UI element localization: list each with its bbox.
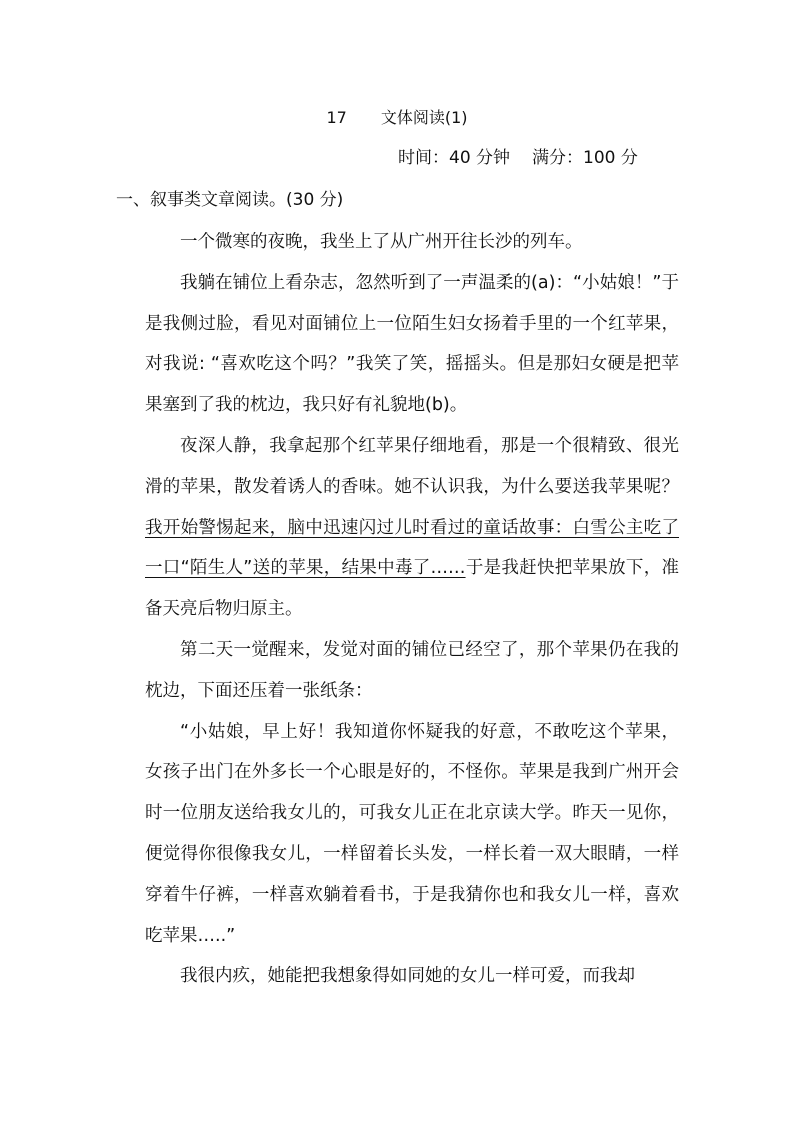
paragraph-3-start: 夜深人静，我拿起那个红苹果仔细地看，那是一个很精致、很光滑的苹果，散发着诱人的香味。她不认识我，为什么要送我苹果呢？ — [145, 435, 679, 497]
lesson-title: 文体阅读(1) — [380, 108, 468, 127]
score-info: 满分：100 分 — [532, 148, 638, 168]
article-body — [145, 222, 679, 997]
paragraph-3-end: 于是我赶快把苹果放下，准备天亮后物归原主。 — [145, 558, 680, 620]
lesson-number: 17 — [326, 108, 347, 127]
page-title — [0, 106, 794, 130]
section-heading: 一、叙事类文章阅读。(30 分) — [116, 190, 344, 210]
underlined-sentence: 我开始警惕起来，脑中迅速闪过儿时看过的童话故事：白雪公主吃了一口“陌生人”送的苹果，结果中毒了…… — [145, 517, 679, 579]
paragraph-1: 一个微寒的夜晚，我坐上了从广州开往长沙的列车。 — [180, 232, 583, 252]
paragraph-6: 我很内疚，她能把我想象得如同她的女儿一样可爱，而我却 — [180, 966, 635, 987]
paragraph-3 — [145, 426, 679, 630]
paragraph-2: 我躺在铺位上看杂志，忽然听到了一声温柔的(a)：“小姑娘！”于是我侧过脸，看见对面铺位上一位陌生妇女扬着手里的一个红苹果，对我说: “喜欢吃这个吗？”我笑了笑，摇摇头。但是那妇女硬是把苹果塞到了我的枕边，我只好有礼貌地(b)。 — [145, 272, 679, 416]
exam-meta — [398, 144, 638, 172]
time-info: 时间：40 分钟 — [398, 148, 511, 168]
paragraph-5-note: “小姑娘，早上好！我知道你怀疑我的好意，不敢吃这个苹果，女孩子出门在外多长一个心眼是好的，不怪你。苹果是我到广州开会时一位朋友送给我女儿的，可我女儿正在北京读大学。昨天一见你，便觉得你很像我女儿，一样留着长头发，一样长着一双大眼睛，一样穿着牛仔裤，一样喜欢躺着看书，于是我猜你也和我女儿一样，喜欢吃苹果…..” — [145, 721, 679, 946]
paragraph-4: 第二天一觉醒来，发觉对面的铺位已经空了，那个苹果仍在我的枕边，下面还压着一张纸条： — [145, 639, 679, 701]
